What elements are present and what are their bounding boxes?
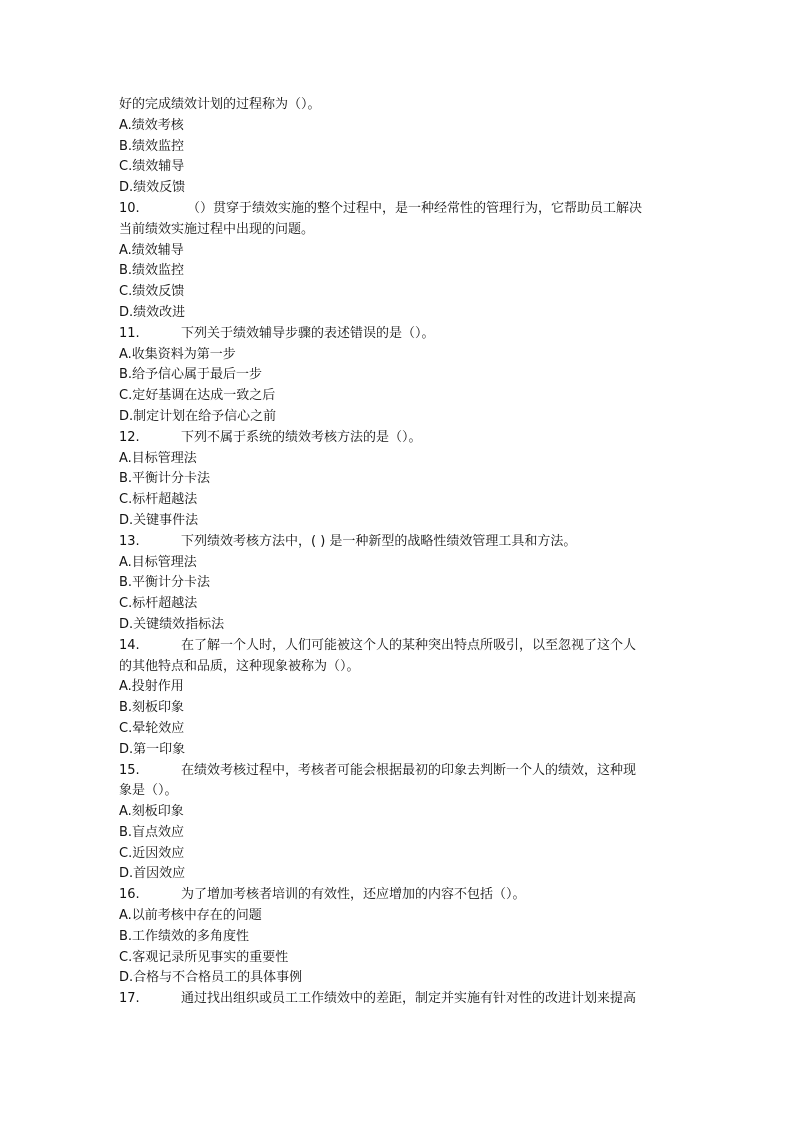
question-12	[119, 428, 679, 449]
question-number: 17.	[119, 991, 140, 1007]
option-a: A.以前考核中存在的问题	[119, 908, 262, 924]
question-17	[119, 989, 679, 1010]
option-b: B.绩效监控	[119, 263, 185, 279]
option-d: D.第一印象	[119, 741, 186, 757]
question-text-continued: 象是（）。	[119, 783, 178, 799]
option-d: D.关键绩效指标法	[119, 616, 225, 632]
option-a: A.目标管理法	[119, 450, 197, 466]
question-text: 在绩效考核过程中，考核者可能会根据最初的印象去判断一个人的绩效，这种现	[181, 762, 637, 778]
option-d: D.首因效应	[119, 866, 186, 882]
question-number: 16.	[119, 887, 140, 903]
option-b: B.刻板印象	[119, 700, 185, 716]
option-d: D.关键事件法	[119, 512, 199, 528]
question-text: 下列绩效考核方法中，( ) 是一种新型的战略性绩效管理工具和方法。	[181, 533, 577, 549]
question-number: 13.	[119, 533, 140, 549]
question-15	[119, 761, 679, 782]
question-number: 10.	[119, 200, 140, 216]
option-a: A.收集资料为第一步	[119, 346, 236, 362]
option-c: C.标杆超越法	[119, 492, 198, 508]
question-text: 通过找出组织或员工工作绩效中的差距，制定并实施有针对性的改进计划来提高	[181, 991, 637, 1007]
question-14	[119, 636, 679, 657]
option-d: D.绩效改进	[119, 304, 186, 320]
question-number: 12.	[119, 429, 140, 445]
question-number: 15.	[119, 762, 140, 778]
question-11	[119, 324, 679, 345]
option-c: C.近因效应	[119, 845, 185, 861]
question-13	[119, 532, 679, 553]
question-9-continuation: 好的完成绩效计划的过程称为（）。	[119, 97, 321, 112]
option-a: A.投射作用	[119, 679, 184, 695]
option-a: A.目标管理法	[119, 554, 197, 570]
question-text-continued: 的其他特点和品质，这种现象被称为（）。	[119, 658, 360, 674]
option-a: A.绩效辅导	[119, 242, 184, 258]
option-b: B.工作绩效的多角度性	[119, 928, 250, 944]
option-d: D.绩效反馈	[119, 180, 186, 196]
option-c: C.客观记录所见事实的重要性	[119, 949, 289, 965]
option-b: B.盲点效应	[119, 824, 185, 840]
question-text-continued: 当前绩效实施过程中出现的问题。	[119, 221, 315, 237]
question-text: 在了解一个人时，人们可能被这个人的某种突出特点所吸引，以至忽视了这个人	[181, 637, 637, 653]
option-b: B.绩效监控	[119, 138, 185, 154]
option-b: B.给予信心属于最后一步	[119, 367, 263, 383]
option-a: A.刻板印象	[119, 804, 184, 820]
question-text: （）贯穿于绩效实施的整个过程中，是一种经常性的管理行为，它帮助员工解决	[187, 200, 643, 216]
option-c: C.绩效反馈	[119, 284, 185, 300]
question-list	[119, 95, 679, 1010]
question-number: 14.	[119, 637, 140, 653]
option-b: B.平衡计分卡法	[119, 471, 211, 487]
option-c: C.绩效辅导	[119, 159, 185, 175]
question-text: 为了增加考核者培训的有效性，还应增加的内容不包括（）。	[181, 887, 526, 903]
option-c: C.晕轮效应	[119, 720, 185, 736]
question-10	[119, 199, 679, 220]
option-c: C.标杆超越法	[119, 596, 198, 612]
option-d: D.合格与不合格员工的具体事例	[119, 970, 303, 986]
option-d: D.制定计划在给予信心之前	[119, 408, 277, 424]
option-c: C.定好基调在达成一致之后	[119, 388, 276, 404]
option-b: B.平衡计分卡法	[119, 575, 211, 591]
question-text: 下列关于绩效辅导步骤的表述错误的是（）。	[181, 325, 435, 341]
question-text: 下列不属于系统的绩效考核方法的是（）。	[181, 429, 422, 445]
option-a: A.绩效考核	[119, 117, 184, 133]
question-number: 11.	[119, 325, 140, 341]
question-16	[119, 885, 679, 906]
